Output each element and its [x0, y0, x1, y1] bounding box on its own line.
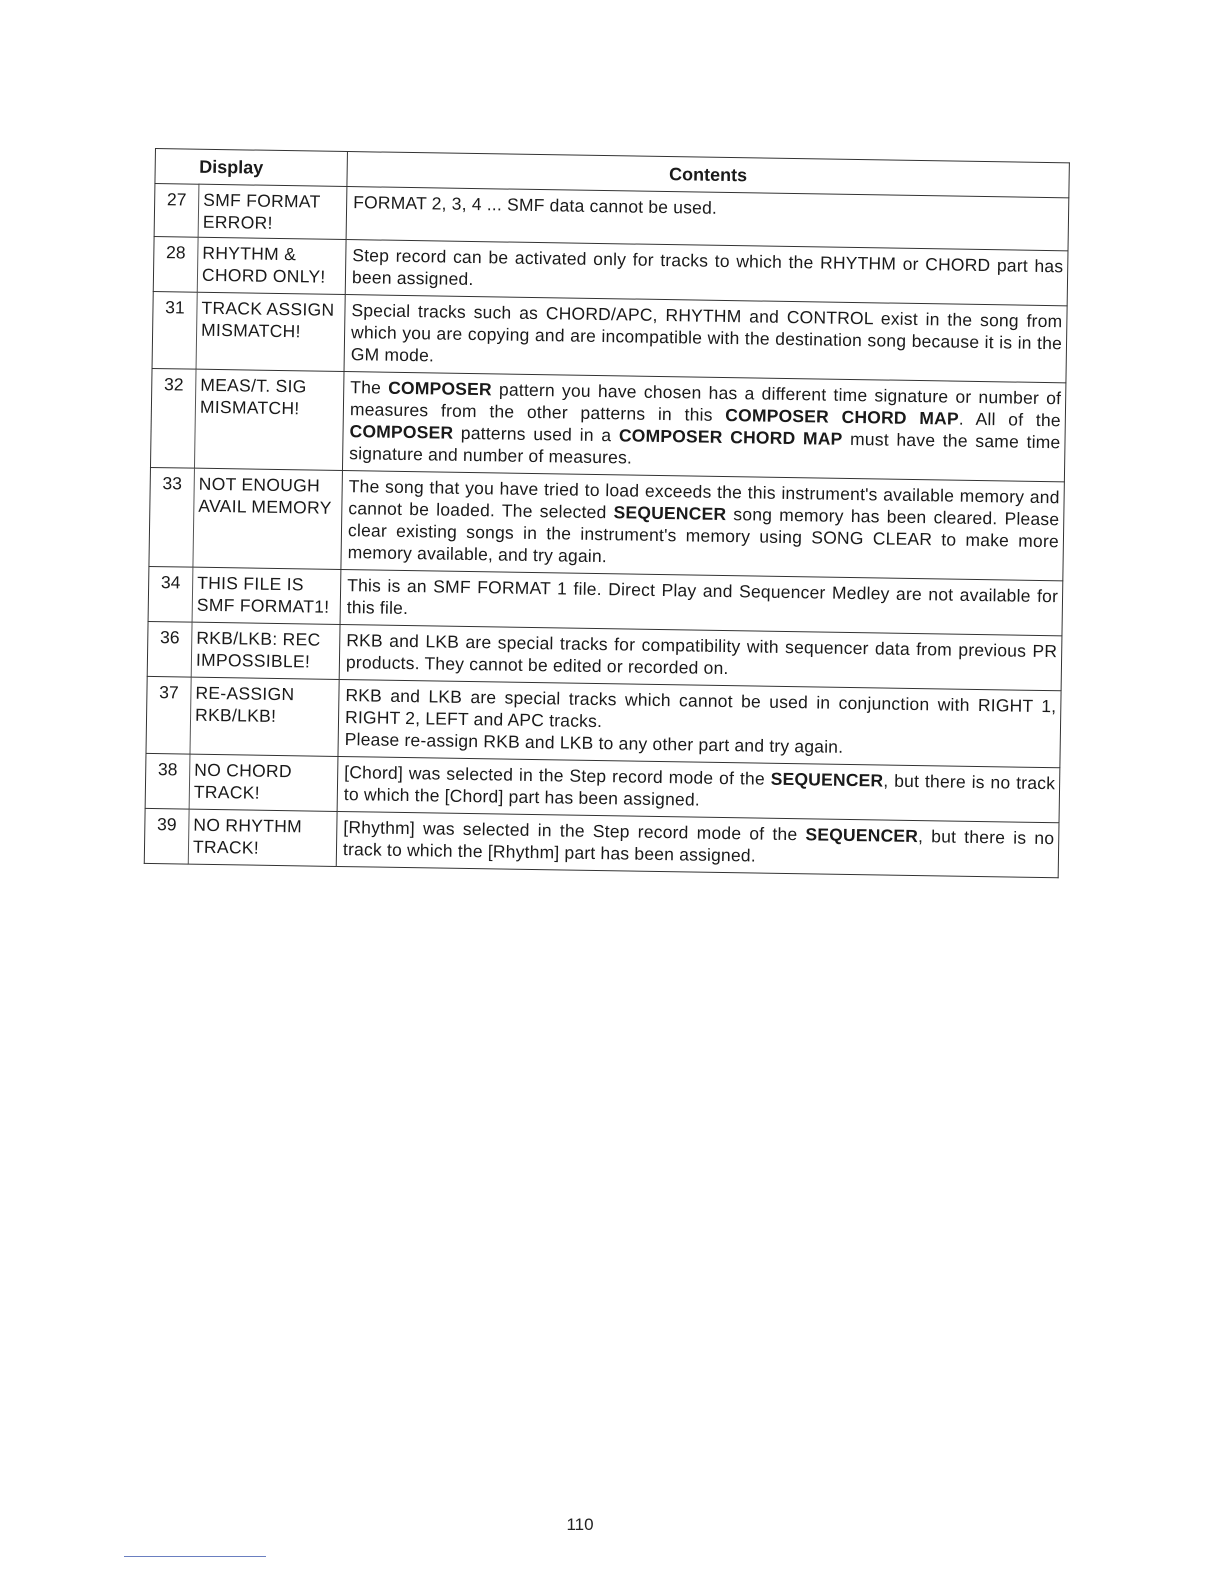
- page-number: 110: [566, 1515, 594, 1534]
- description-text: RKB and LKB are special tracks for compatibility with sequencer data from previous PR products. They cannot be edited or recorded on.: [345, 630, 1058, 679]
- table-row: [152, 291, 1067, 382]
- description-text: , but there is no track to which the [Chord] part has been assigned.: [343, 770, 1056, 810]
- display-message: [188, 809, 337, 866]
- description-text: FORMAT 2, 3, 4 ... SMF data cannot be used.: [353, 192, 718, 218]
- error-message-table-sheet: [144, 148, 1070, 878]
- description-text: RKB and LKB are special tracks which cannot be used in conjunction with RIGHT 1, RIGHT 2, LEFT and APC tracks.: [344, 685, 1057, 732]
- description-text: , but there is no track to which the [Rhythm] part has been assigned.: [342, 826, 1055, 866]
- display-message: [193, 468, 343, 569]
- display-message: [197, 237, 346, 294]
- description-text: The song that you have tried to load exceeds the this instrument's available memory and cannot be loaded. The selected: [348, 476, 1060, 523]
- bold-term: COMPOSER CHORD MAP: [725, 404, 960, 429]
- description-text: [Chord] was selected in the Step record mode of the: [344, 762, 771, 789]
- error-number: 38: [145, 753, 190, 809]
- display-message-line: NO RHYTHM: [193, 814, 303, 837]
- footer-rule: [124, 1556, 266, 1557]
- table-row: [149, 467, 1064, 580]
- display-message-line: RE-ASSIGN: [195, 682, 295, 705]
- error-number: 31: [152, 291, 197, 369]
- display-message: [192, 567, 341, 624]
- display-message-line: NO CHORD: [194, 759, 293, 782]
- contents-description: [344, 295, 1067, 383]
- description-text: pattern you have chosen has a different time signature or number of measures from the other patterns in this: [349, 379, 1062, 425]
- error-number: 27: [154, 184, 199, 238]
- description-text: This is an SMF FORMAT 1 file. Direct Play and Sequencer Medley are not available for this file.: [346, 575, 1059, 619]
- description-text: song memory has been cleared. Please clear existing songs in the instrument's memory using SONG CLEAR to make more memory available, and try again.: [347, 504, 1060, 567]
- contents-description: [342, 371, 1065, 481]
- display-message: [196, 292, 345, 371]
- display-message-line: TRACK!: [193, 781, 261, 803]
- bold-term: SEQUENCER: [613, 502, 727, 525]
- display-message-line: MEAS/T. SIG: [200, 374, 307, 397]
- error-number: 28: [153, 236, 198, 292]
- display-message: [191, 622, 340, 679]
- description-text: . All of the: [958, 408, 1061, 431]
- contents-description: [338, 679, 1061, 767]
- description-text: The: [350, 377, 389, 398]
- display-message-line: RKB/LKB: REC: [196, 627, 321, 650]
- display-message: [194, 369, 344, 470]
- display-message-line: NOT ENOUGH: [198, 473, 321, 496]
- display-message-line: MISMATCH!: [199, 396, 300, 419]
- bold-term: SEQUENCER: [805, 824, 919, 847]
- description-text: must have the same time signature and number of measures.: [349, 428, 1061, 468]
- table-row: [146, 676, 1061, 767]
- bold-term: COMPOSER: [388, 377, 493, 400]
- table-row: [150, 368, 1065, 481]
- display-message-line: CHORD ONLY!: [201, 264, 326, 287]
- description-text: Please re-assign RKB and LKB to any other part and try again.: [344, 729, 844, 757]
- contents-description: [336, 811, 1059, 877]
- display-message-line: RHYTHM &: [202, 242, 297, 265]
- display-message-line: SMF FORMAT1!: [196, 594, 330, 617]
- display-message-line: MISMATCH!: [200, 319, 301, 342]
- display-message-line: TRACK!: [192, 836, 260, 858]
- display-column-header: Display: [155, 149, 348, 187]
- display-message-line: IMPOSSIBLE!: [195, 649, 311, 672]
- description-text: patterns used in a: [453, 422, 620, 446]
- display-message-line: THIS FILE IS: [197, 572, 305, 595]
- display-message: [198, 184, 347, 239]
- error-number: 34: [148, 566, 193, 622]
- error-number: 32: [150, 368, 196, 468]
- bold-term: COMPOSER: [349, 421, 454, 443]
- table-body: [144, 184, 1069, 878]
- display-message-line: ERROR!: [202, 211, 273, 233]
- bold-term: COMPOSER CHORD MAP: [618, 425, 843, 449]
- error-number: 37: [146, 676, 191, 754]
- contents-description: [341, 470, 1064, 580]
- error-number: 36: [147, 621, 192, 677]
- display-message-line: RKB/LKB!: [194, 704, 277, 726]
- error-message-table: [144, 148, 1070, 878]
- contents-column-header: Contents: [347, 152, 1069, 198]
- display-message-line: SMF FORMAT: [203, 189, 321, 212]
- bold-term: SEQUENCER: [770, 768, 884, 791]
- description-text: Step record can be activated only for tracks to which the RHYTHM or CHORD part has been assigned.: [351, 245, 1064, 290]
- display-message-line: TRACK ASSIGN: [201, 297, 335, 320]
- description-text: [Rhythm] was selected in the Step record mode of the: [343, 817, 806, 845]
- error-number: 33: [149, 467, 195, 567]
- display-message: [189, 754, 338, 811]
- display-message: [190, 677, 339, 756]
- display-message-line: AVAIL MEMORY: [198, 495, 332, 518]
- error-number: 39: [144, 808, 189, 864]
- description-text: Special tracks such as CHORD/APC, RHYTHM and CONTROL exist in the song from which you are copying and are incompatible with the destination song because it is in the GM mode.: [350, 300, 1063, 366]
